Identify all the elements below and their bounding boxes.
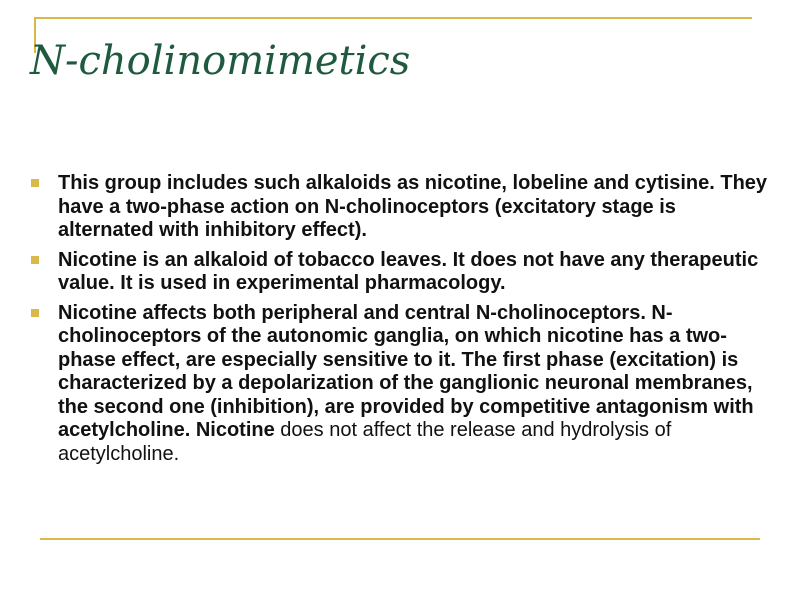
bullet-item-1 — [28, 172, 776, 243]
bullet-bold-text: Nicotine affects both peripheral and central N-cholinoceptors. N-cholinoceptors of the autonomic ganglia, on which nicotine has a two-phase effect, are especially sensitive to it. The first phase (excitation) is characterized by a depolarization of the ganglionic neuronal membranes, the second one (inhibition), are provided by competitive antagonism with acetylcholine. Nicotine — [58, 301, 754, 441]
bullet-text — [58, 302, 776, 467]
top-rule — [34, 17, 752, 19]
bullet-item-2 — [28, 249, 776, 296]
square-bullet-icon — [31, 256, 39, 264]
bullet-bold-text: Nicotine is an alkaloid of tobacco leaves. It does not have any therapeutic value. It is used in experimental pharmacology. — [58, 248, 759, 294]
square-bullet-icon — [31, 179, 39, 187]
bullet-bold-text: This group includes such alkaloids as nicotine, lobeline and cytisine. They have a two-phase action on N-cholinoceptors (excitatory stage is alternated with inhibitory effect). — [58, 172, 768, 241]
bullet-text — [58, 249, 776, 296]
square-bullet-icon — [31, 309, 39, 317]
bullet-normal-text: does not affect the release and hydrolysis of acetylcholine. — [58, 419, 672, 465]
bullet-list — [28, 172, 776, 472]
slide-title: N-cholinomimetics — [30, 38, 411, 84]
bullet-text — [58, 172, 776, 243]
bottom-rule — [40, 538, 760, 540]
bullet-item-3 — [28, 302, 776, 467]
